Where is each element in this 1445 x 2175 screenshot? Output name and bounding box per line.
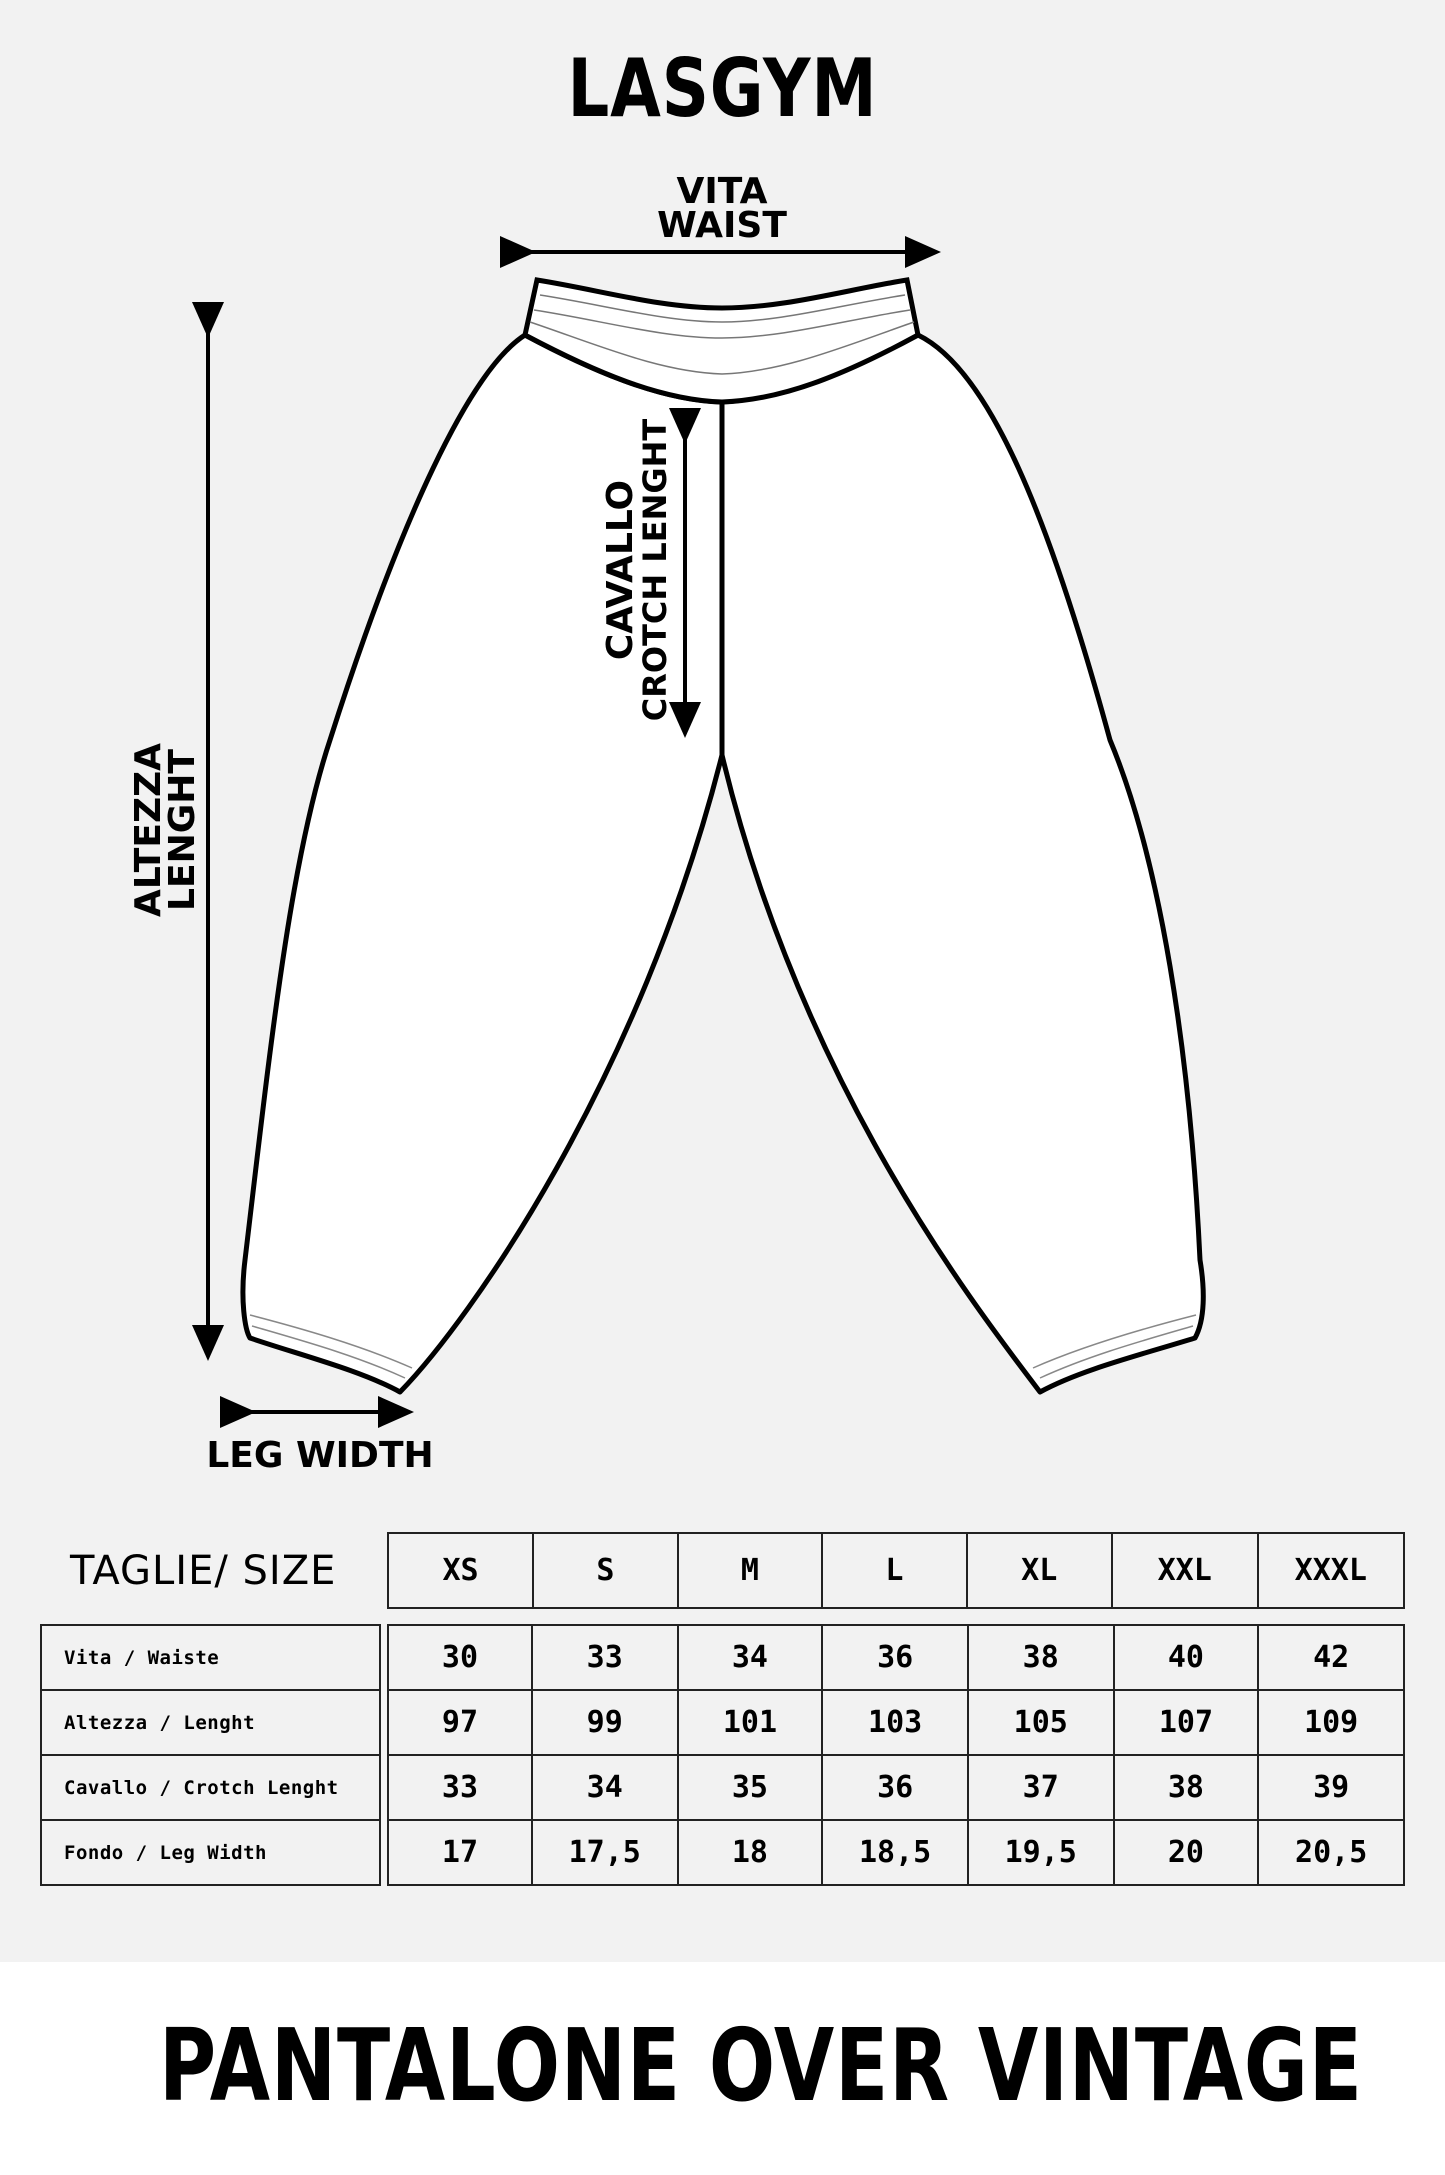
waist-label-line1: VITA	[676, 171, 768, 212]
table-row	[388, 1690, 1404, 1755]
row-label: Vita / Waiste	[41, 1625, 380, 1690]
measurement-values-table	[387, 1624, 1405, 1886]
value-cell: 20	[1114, 1820, 1259, 1885]
value-cell: 36	[822, 1625, 968, 1690]
size-cell: L	[822, 1533, 967, 1608]
value-cell: 37	[968, 1755, 1114, 1820]
value-cell: 109	[1258, 1690, 1404, 1755]
value-cell: 105	[968, 1690, 1114, 1755]
length-label-line2: LENGHT	[162, 749, 203, 911]
table-row	[388, 1625, 1404, 1690]
row-label: Cavallo / Crotch Lenght	[41, 1755, 380, 1820]
value-cell: 19,5	[968, 1820, 1114, 1885]
leg-width-label: LEG WIDTH	[206, 1435, 434, 1476]
product-name: PANTALONE OVER VINTAGE	[158, 2007, 1363, 2124]
size-table-header-label: TAGLIE/ SIZE	[70, 1548, 337, 1594]
value-cell: 18	[678, 1820, 823, 1885]
size-cell: XS	[388, 1533, 533, 1608]
row-label: Fondo / Leg Width	[41, 1820, 380, 1885]
size-cell: XXL	[1112, 1533, 1258, 1608]
value-cell: 97	[388, 1690, 532, 1755]
row-label: Altezza / Lenght	[41, 1690, 380, 1755]
brand-title: LASGYM	[567, 42, 878, 135]
value-cell: 34	[532, 1755, 678, 1820]
value-cell: 103	[822, 1690, 968, 1755]
size-cell: XXXL	[1258, 1533, 1404, 1608]
size-header-table	[387, 1532, 1405, 1609]
value-cell: 30	[388, 1625, 532, 1690]
crotch-label-line1: CAVALLO	[600, 479, 641, 661]
value-cell: 20,5	[1258, 1820, 1404, 1885]
value-cell: 34	[678, 1625, 823, 1690]
crotch-label-line2: CROTCH LENGHT	[636, 418, 674, 722]
value-cell: 107	[1114, 1690, 1259, 1755]
value-cell: 35	[678, 1755, 823, 1820]
value-cell: 101	[678, 1690, 823, 1755]
value-cell: 40	[1114, 1625, 1259, 1690]
value-cell: 33	[388, 1755, 532, 1820]
value-cell: 38	[1114, 1755, 1259, 1820]
value-cell: 17,5	[532, 1820, 678, 1885]
measurement-labels-table	[40, 1624, 381, 1886]
table-row	[388, 1820, 1404, 1885]
value-cell: 39	[1258, 1755, 1404, 1820]
value-cell: 18,5	[822, 1820, 968, 1885]
value-cell: 38	[968, 1625, 1114, 1690]
waist-label-line2: WAIST	[657, 205, 787, 246]
table-row	[388, 1755, 1404, 1820]
value-cell: 99	[532, 1690, 678, 1755]
value-cell: 17	[388, 1820, 532, 1885]
size-cell: S	[533, 1533, 678, 1608]
size-cell: XL	[967, 1533, 1112, 1608]
size-cell: M	[678, 1533, 823, 1608]
value-cell: 36	[822, 1755, 968, 1820]
length-label-line1: ALTEZZA	[128, 742, 169, 918]
value-cell: 42	[1258, 1625, 1404, 1690]
value-cell: 33	[532, 1625, 678, 1690]
